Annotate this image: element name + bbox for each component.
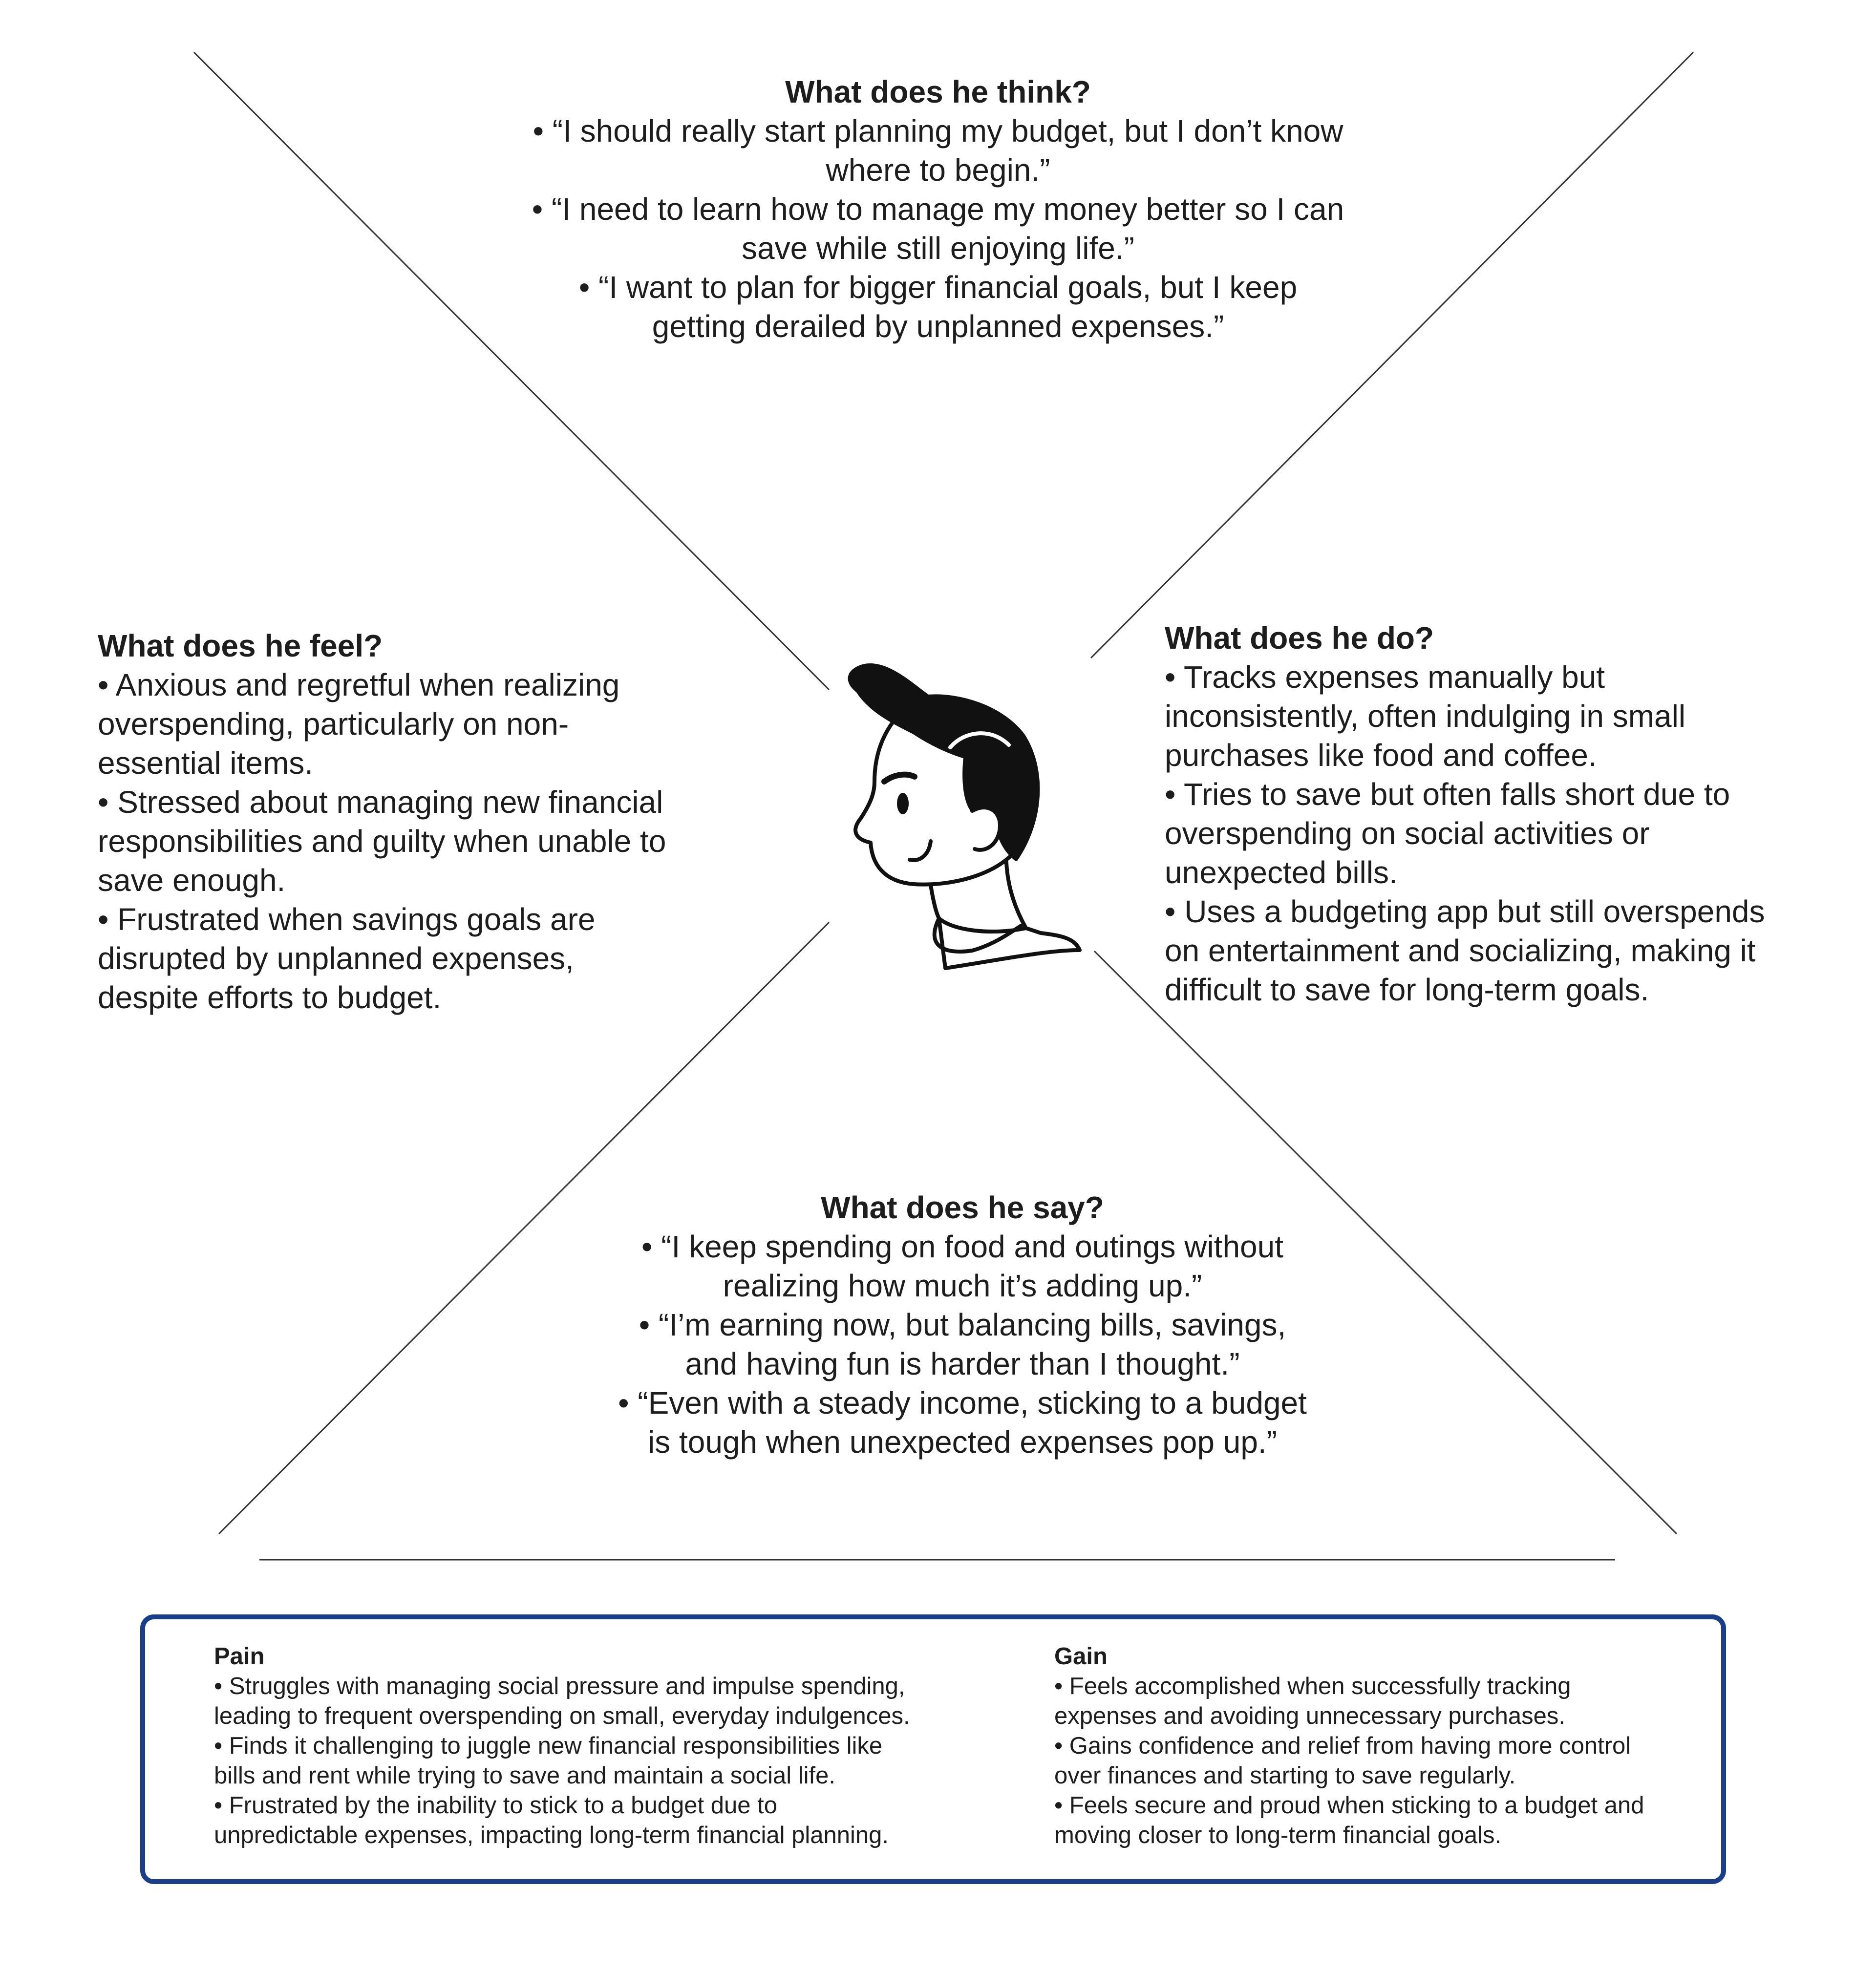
think-line-2: where to begin.” [826,152,1050,188]
feel-line-7: • Frustrated when savings goals are [98,902,596,937]
say-section [518,1188,1407,1462]
think-line-6: getting derailed by unplanned expenses.” [652,309,1224,344]
feel-line-9: despite efforts to budget. [98,980,442,1015]
feel-line-5: responsibilities and guilty when unable to [98,824,666,859]
feel-section [98,626,782,1017]
think-line-3: • “I need to learn how to manage my money better so I can [532,191,1344,227]
think-heading: What does he think? [785,74,1091,109]
feel-heading: What does he feel? [98,628,383,663]
do-line-3: purchases like food and coffee. [1165,738,1597,773]
think-line-1: • “I should really start planning my budget, but I don’t know [533,113,1343,148]
gain-line-6: moving closer to long-term financial goals. [1054,1822,1502,1848]
do-line-7: • Uses a budgeting app but still overspends [1165,894,1765,929]
pain-heading: Pain [214,1643,265,1670]
feel-line-4: • Stressed about managing new financial [98,785,663,820]
do-line-9: difficult to save for long-term goals. [1165,972,1649,1007]
pain-line-6: unpredictable expenses, impacting long-term financial planning. [214,1822,889,1848]
pain-gain-box [140,1614,1726,1884]
think-section [469,72,1407,346]
pain-line-4: bills and rent while trying to save and maintain a social life. [214,1762,835,1789]
feel-line-2: overspending, particularly on non- [98,706,569,742]
gain-line-5: • Feels secure and proud when sticking to a budget and [1054,1792,1644,1819]
ear-shape [972,807,1000,850]
feel-line-1: • Anxious and regretful when realizing [98,667,620,702]
gain-section [1054,1642,1719,1850]
gain-line-2: expenses and avoiding unnecessary purchases. [1054,1703,1566,1729]
pain-line-5: • Frustrated by the inability to stick to a budget due to [214,1792,777,1819]
feel-line-6: save enough. [98,863,286,898]
do-section [1165,618,1868,1009]
pain-section [214,1642,1015,1850]
gain-line-1: • Feels accomplished when successfully tracking [1054,1673,1571,1699]
do-line-4: • Tries to save but often falls short due to [1165,777,1730,812]
say-heading: What does he say? [821,1190,1104,1225]
think-line-4: save while still enjoying life.” [742,231,1134,266]
do-heading: What does he do? [1165,620,1434,656]
pain-line-3: • Finds it challenging to juggle new financial responsibilities like [214,1733,883,1759]
do-line-5: overspending on social activities or [1165,816,1650,851]
pain-line-1: • Struggles with managing social pressure and impulse spending, [214,1673,905,1699]
say-line-5: • “Even with a steady income, sticking to a budget [618,1385,1307,1421]
do-line-6: unexpected bills. [1165,855,1398,890]
do-line-2: inconsistently, often indulging in small [1165,699,1686,734]
do-line-8: on entertainment and socializing, making it [1165,933,1756,968]
gain-heading: Gain [1054,1643,1108,1670]
eye-shape [897,793,909,814]
do-line-1: • Tracks expenses manually but [1165,659,1605,695]
think-line-5: • “I want to plan for bigger financial goals, but I keep [578,270,1298,305]
say-line-1: • “I keep spending on food and outings without [641,1229,1283,1264]
say-line-2: realizing how much it’s adding up.” [723,1268,1202,1303]
say-line-4: and having fun is harder than I thought.” [685,1346,1240,1381]
say-line-3: • “I’m earning now, but balancing bills, savings, [639,1307,1286,1342]
person-head-icon [850,665,1080,968]
pain-line-2: leading to frequent overspending on small, everyday indulgences. [214,1703,910,1729]
say-line-6: is tough when unexpected expenses pop up.” [647,1424,1278,1460]
feel-line-8: disrupted by unplanned expenses, [98,941,574,976]
feel-line-3: essential items. [98,745,314,781]
gain-line-3: • Gains confidence and relief from having more control [1054,1733,1631,1759]
gain-line-4: over finances and starting to save regularly. [1054,1762,1516,1789]
